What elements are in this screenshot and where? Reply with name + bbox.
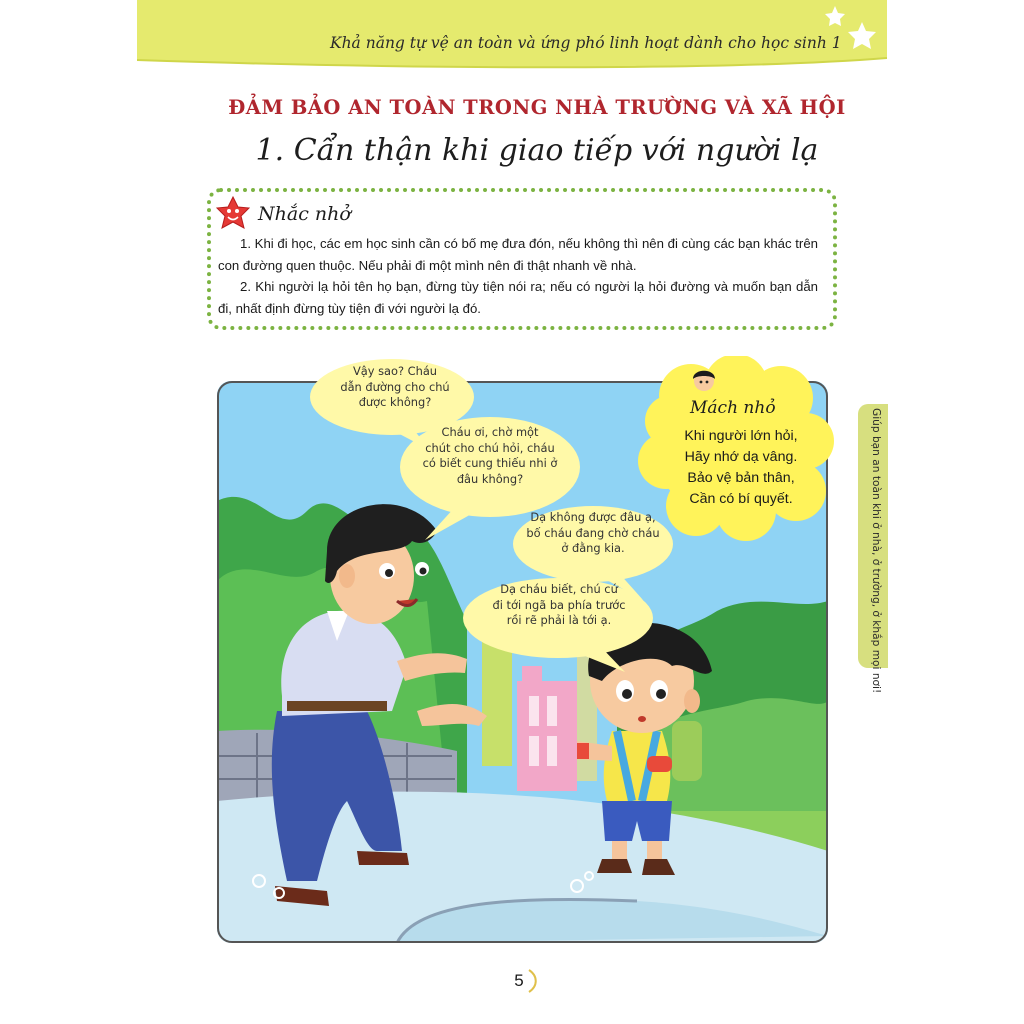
speech-bubble-4-text (464, 582, 654, 629)
boy-face-icon (689, 366, 719, 392)
bubble-1-line: Vậy sao? Cháu (352, 364, 438, 378)
lesson-title: 1. Cẩn thận khi giao tiếp với người lạ (255, 133, 819, 168)
side-tab-text: Giúp bạn an toàn khi ở nhà, ở trường, ở khắp mọi nơi! (870, 408, 882, 694)
bubble-4-line: Dạ cháu biết, chú cứ (500, 582, 618, 596)
series-title: Khả năng tự vệ an toàn và ứng phó linh hoạt dành cho học sinh 1 (330, 34, 842, 52)
bubble-3-line: bố cháu đang chờ cháu (526, 525, 660, 540)
section-title: ĐẢM BẢO AN TOÀN TRONG NHÀ TRƯỜNG VÀ XÃ HỘI (228, 96, 846, 119)
star-mascot-icon (214, 195, 252, 231)
bubble-1-line: được không? (358, 395, 432, 409)
bubble-4-line: rồi rẽ phải là tới ạ. (506, 613, 612, 627)
reminder-paragraph-1-text: 1. Khi đi học, các em học sinh cần có bố mẹ đưa đón, nếu không thì nên đi cùng các bạn khác trên con đường quen thuộc. Nếu phải đi một mình nên đi thật nhanh về nhà. (218, 236, 818, 273)
speech-bubble-2-text (398, 425, 582, 487)
tip-line: Khi người lớn hỏi, (684, 428, 798, 444)
bubble-4-line: đi tới ngã ba phía trước (492, 597, 626, 612)
page-number: 5 (514, 971, 524, 990)
tip-line: Hãy nhớ dạ vâng. (684, 449, 798, 465)
bubble-2-line: chút cho chú hỏi, cháu (425, 440, 555, 455)
bubble-1-line: dẫn đường cho chú (340, 379, 450, 394)
bubble-2-line: có biết cung thiếu nhi ở (422, 456, 558, 470)
reminder-title: Nhắc nhở (258, 203, 351, 225)
page-number-bracket-icon (526, 968, 540, 994)
reminder-paragraph-2 (218, 276, 818, 320)
reminder-paragraph-2-text: 2. Khi người lạ hỏi tên họ bạn, đừng tùy tiện nói ra; nếu có người lạ hỏi đường và muốn bạn dẫn đi, nhất định đừng tùy tiện đi với người lạ đó. (218, 279, 818, 316)
bubble-3-line: ở đằng kia. (561, 541, 625, 555)
bubble-2-line: đâu không? (456, 471, 524, 486)
speech-bubble-1-text (315, 364, 475, 411)
reminder-paragraph-1 (218, 233, 818, 277)
tip-line: Bảo vệ bản thân, (687, 470, 795, 486)
bubble-3-line: Dạ không được đâu ạ, (530, 510, 656, 524)
bubble-2-line: Cháu ơi, chờ một (441, 425, 539, 439)
tip-line: Cần có bí quyết. (689, 491, 793, 507)
tip-title: Mách nhỏ (690, 398, 776, 418)
